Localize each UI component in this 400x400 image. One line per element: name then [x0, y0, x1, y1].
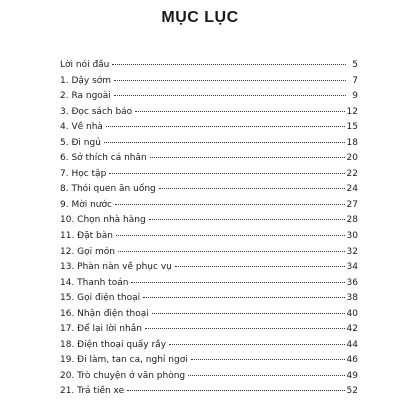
dot-leader: [112, 54, 346, 65]
toc-entry-label: 20. Trò chuyện ở văn phòng: [60, 370, 186, 381]
toc-entry-label: 19. Đi làm, tan ca, nghỉ ngơi: [60, 355, 188, 366]
toc-entry-label: 8. Thói quen ăn uống: [60, 184, 156, 195]
toc-entry-page: 12: [346, 106, 358, 117]
toc-entry-page: 27: [346, 199, 358, 210]
dot-leader: [149, 209, 345, 220]
dot-leader: [109, 163, 344, 174]
toc-entry-label: 11. Đặt bàn: [60, 231, 113, 242]
dot-leader: [145, 318, 345, 329]
toc-entry-label: 12. Gọi món: [60, 246, 115, 257]
dot-leader: [191, 349, 345, 360]
toc-entry-label: 13. Phàn nàn về phục vụ: [60, 262, 172, 273]
dot-leader: [131, 272, 344, 283]
dot-leader: [143, 287, 344, 298]
toc-entry-page: 32: [346, 246, 358, 257]
toc-entry-label: 4. Về nhà: [60, 122, 103, 133]
toc-entry-page: 46: [346, 355, 358, 366]
dot-leader: [159, 178, 345, 189]
toc-entry-label: 5. Đi ngủ: [60, 137, 101, 148]
dot-leader: [116, 225, 345, 236]
toc-entry-page: 42: [346, 324, 358, 335]
dot-leader: [188, 365, 344, 376]
toc-entry-page: 38: [346, 293, 358, 304]
dot-leader: [104, 132, 345, 143]
toc-entry-page: 30: [346, 231, 358, 242]
toc-entry-page: 20: [346, 153, 358, 164]
toc-entry-label: 14. Thanh toán: [60, 277, 129, 288]
toc-entry-page: 40: [346, 308, 358, 319]
toc-entry[interactable]: [60, 382, 358, 398]
dot-leader: [127, 380, 344, 391]
dot-leader: [115, 194, 345, 205]
toc-entry-label: 21. Trả tiền xe: [60, 386, 125, 397]
dot-leader: [135, 101, 344, 112]
toc-entry-label: 17. Để lại lời nhắn: [60, 324, 142, 335]
dot-leader: [106, 116, 345, 127]
dot-leader: [150, 147, 345, 158]
toc-entry-label: 6. Sở thích cá nhân: [60, 153, 147, 164]
toc-entry-page: 5: [352, 60, 358, 70]
toc-entry-page: 18: [346, 137, 358, 148]
toc-entry-label: 16. Nhận điện thoại: [60, 308, 149, 319]
toc-entry-label: 7. Học tập: [60, 168, 107, 179]
toc-entry-label: Lời nói đầu: [60, 60, 110, 70]
toc-entry-label: 10. Chọn nhà hàng: [60, 215, 146, 226]
dot-leader: [114, 85, 346, 96]
toc-entry-page: 15: [346, 122, 358, 133]
dot-leader: [114, 70, 346, 81]
toc-entry-page: 9: [352, 91, 358, 102]
toc-entry-page: 24: [346, 184, 358, 195]
toc-entry-page: 49: [346, 370, 358, 381]
toc-entry-label: 18. Điện thoại quấy rầy: [60, 339, 167, 350]
toc-entry-label: 9. Mời nước: [60, 199, 112, 210]
toc-entry-label: 15. Gọi điện thoại: [60, 293, 141, 304]
dot-leader: [152, 303, 345, 314]
page-title: MỤC LỤC: [161, 9, 239, 26]
toc-entry-page: 44: [346, 339, 358, 350]
dot-leader: [169, 334, 345, 345]
table-of-contents: [60, 56, 358, 398]
toc-entry-page: 7: [352, 75, 358, 86]
toc-entry-page: 36: [346, 277, 358, 288]
dot-leader: [118, 241, 345, 252]
toc-entry-page: 22: [346, 168, 358, 179]
dot-leader: [175, 256, 345, 267]
toc-entry-page: 52: [346, 386, 358, 397]
toc-entry-label: 2. Ra ngoài: [60, 91, 111, 102]
toc-entry-label: 3. Đọc sách báo: [60, 106, 133, 117]
toc-entry-page: 28: [346, 215, 358, 226]
toc-entry-page: 34: [346, 262, 358, 273]
toc-entry-label: 1. Dậy sớm: [60, 75, 112, 86]
